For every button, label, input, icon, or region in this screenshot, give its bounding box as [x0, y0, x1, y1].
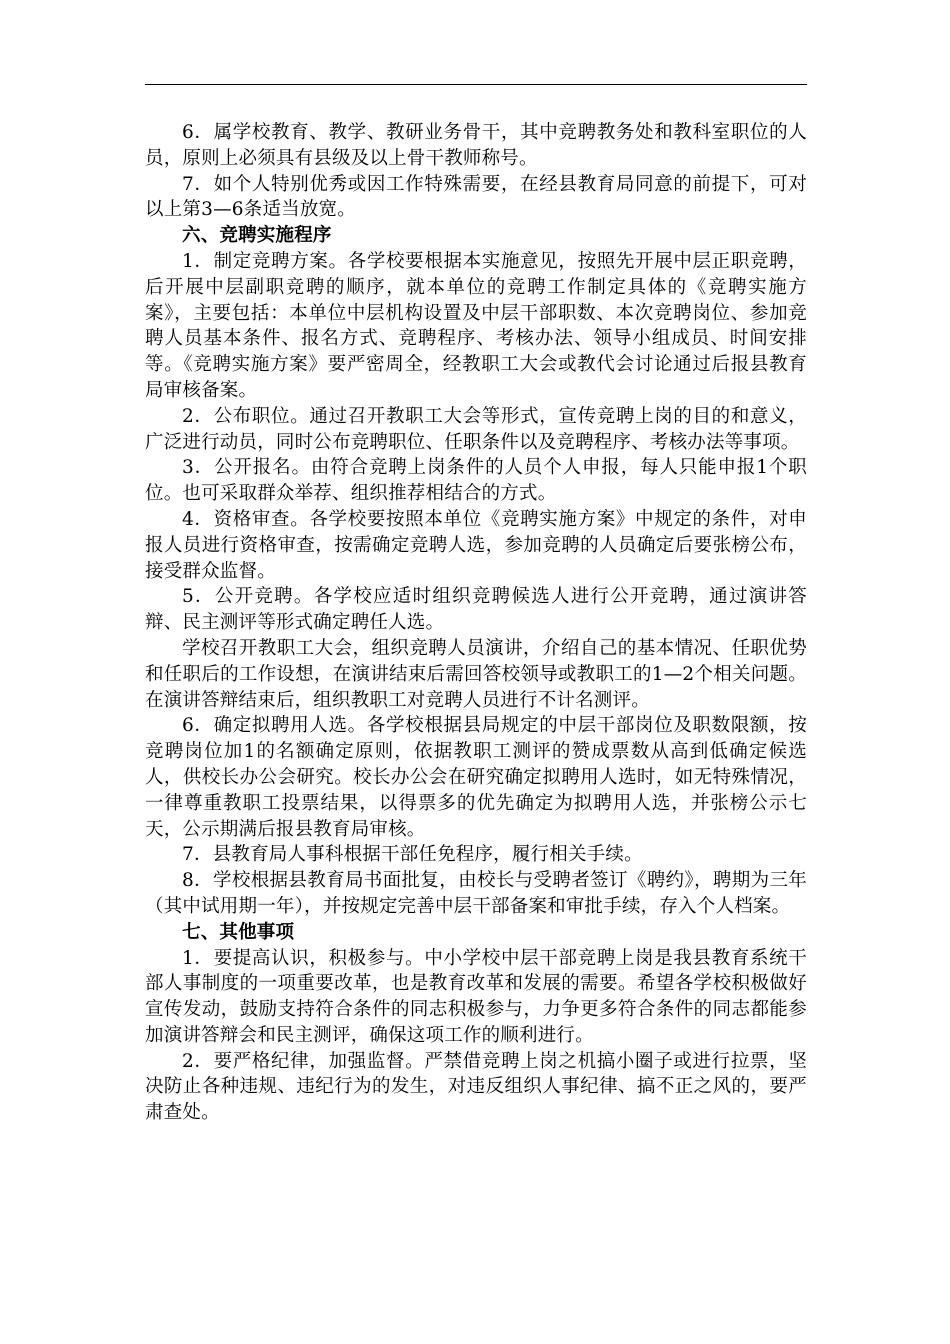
- paragraph-step-1: 1．制定竞聘方案。各学校要根据本实施意见，按照先开展中层正职竞聘，后开展中层副职竞聘的顺序，就本单位的竞聘工作制定具体的《竞聘实施方案》，主要包括：本单位中层机构设置及中层干部职数、本次竞聘岗位、参加竞聘人员基本条件、报名方式、竞聘程序、考核办法、领导小组成员、时间安排等。《竞聘实施方案》要严密周全，经教职工大会或教代会讨论通过后报县教育局审核备案。: [145, 250, 807, 401]
- paragraph-step-5-detail: 学校召开教职工大会，组织竞聘人员演讲，介绍自己的基本情况、任职优势和任职后的工作设想，在演讲结束后需回答校领导或教职工的1—2个相关问题。在演讲答辩结束后，组织教职工对竞聘人员进行不计名测评。: [145, 637, 807, 711]
- paragraph-step-7: 7．县教育局人事科根据干部任免程序，履行相关手续。: [182, 844, 643, 866]
- paragraph-step-6: 6．确定拟聘用人选。各学校根据县局规定的中层干部岗位及职数限额，按竞聘岗位加1的名额确定原则，依据教职工测评的赞成票数从高到低确定候选人，供校长办公会研究。校长办公会在研究确定拟聘用人选时，如无特殊情况，一律尊重教职工投票结果，以得票多的优先确定为拟聘用人选，并张榜公示七天，公示期满后报县教育局审核。: [145, 715, 807, 840]
- paragraph-step-8: 8．学校根据县教育局书面批复，由校长与受聘者签订《聘约》，聘期为三年（其中试用期一年），并按规定完善中层干部备案和审批手续，存入个人档案。: [145, 870, 807, 917]
- document-body: [145, 120, 807, 1126]
- paragraph-item-6: 6．属学校教育、教学、教研业务骨干，其中竞聘教务处和教科室职位的人员，原则上必须具有县级及以上骨干教师称号。: [145, 122, 807, 169]
- header-rule: [145, 84, 807, 85]
- paragraph-step-4: 4．资格审查。各学校要按照本单位《竞聘实施方案》中规定的条件，对申报人员进行资格审查，按需确定竞聘人选，参加竞聘的人员确定后要张榜公布，接受群众监督。: [145, 508, 807, 582]
- paragraph-item-7: 7．如个人特别优秀或因工作特殊需要，在经县教育局同意的前提下，可对以上第3—6条适当放宽。: [145, 173, 807, 221]
- paragraph-other-1: 1．要提高认识，积极参与。中小学校中层干部竞聘上岗是我县教育系统干部人事制度的一项重要改革，也是教育改革和发展的需要。希望各学校积极做好宣传发动，鼓励支持符合条件的同志积极参与，力争更多符合条件的同志都能参加演讲答辩会和民主测评，确保这项工作的顺利进行。: [145, 947, 807, 1046]
- paragraph-step-5: 5．公开竞聘。各学校应适时组织竞聘候选人进行公开竞聘，通过演讲答辩、民主测评等形式确定聘任人选。: [145, 586, 807, 634]
- paragraph-other-2: 2．要严格纪律，加强监督。严禁借竞聘上岗之机搞小圈子或进行拉票，坚决防止各种违规、违纪行为的发生，对违反组织人事纪律、搞不正之风的，要严肃查处。: [145, 1050, 807, 1124]
- paragraph-step-3: 3．公开报名。由符合竞聘上岗条件的人员个人申报，每人只能申报1个职位。也可采取群众举荐、组织推荐相结合的方式。: [145, 457, 807, 505]
- section-heading-7: 七、其他事项: [182, 921, 295, 943]
- paragraph-step-2: 2．公布职位。通过召开教职工大会等形式，宣传竞聘上岗的目的和意义，广泛进行动员，同时公布竞聘职位、任职条件以及竞聘程序、考核办法等事项。: [145, 405, 807, 453]
- section-heading-6: 六、竞聘实施程序: [182, 225, 332, 247]
